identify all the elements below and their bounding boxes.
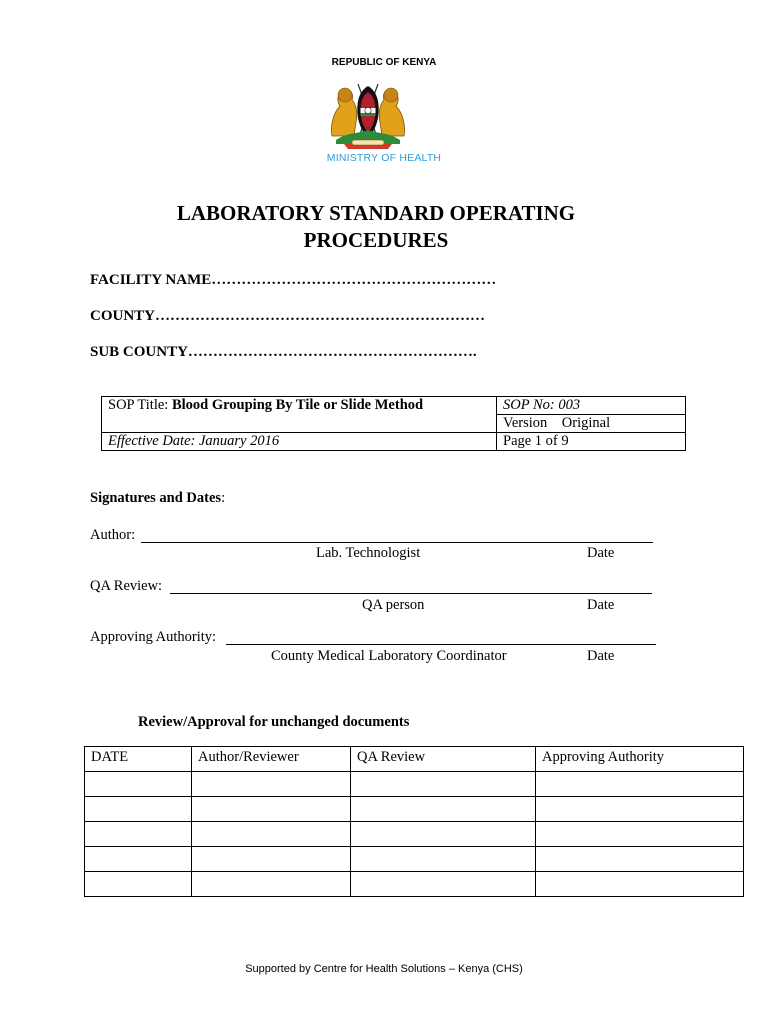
- review-header-row: [85, 747, 744, 772]
- table-cell[interactable]: [192, 847, 351, 872]
- title-line-1: LABORATORY STANDARD OPERATING: [176, 201, 576, 225]
- col-qa-review: QA Review: [351, 747, 536, 772]
- review-heading: Review/Approval for unchanged documents: [138, 714, 410, 730]
- signatures-heading-text: Signatures and Dates: [90, 490, 222, 506]
- sub-county-field: SUB COUNTY………………………………………………….: [90, 344, 477, 360]
- ministry-heading: MINISTRY OF HEALTH: [326, 152, 442, 164]
- republic-heading: REPUBLIC OF KENYA: [331, 57, 437, 68]
- table-cell[interactable]: [192, 797, 351, 822]
- table-cell[interactable]: [536, 847, 744, 872]
- table-cell[interactable]: [351, 772, 536, 797]
- title-line-2: PROCEDURES: [303, 228, 449, 252]
- table-cell[interactable]: [85, 797, 192, 822]
- table-row: [85, 822, 744, 847]
- table-cell[interactable]: [351, 872, 536, 897]
- sop-version-cell: Version Original: [497, 415, 686, 433]
- table-cell[interactable]: [351, 847, 536, 872]
- effective-date-cell: Effective Date: January 2016: [102, 433, 497, 451]
- table-cell[interactable]: [536, 822, 744, 847]
- author-label: Author:: [90, 527, 136, 543]
- table-cell[interactable]: [536, 872, 744, 897]
- table-cell[interactable]: [85, 872, 192, 897]
- approving-role: County Medical Laboratory Coordinator: [271, 648, 507, 664]
- table-cell[interactable]: [351, 822, 536, 847]
- document-title: [0, 200, 752, 254]
- table-cell[interactable]: [536, 797, 744, 822]
- coat-of-arms-icon: [326, 78, 410, 150]
- author-signature-line: [141, 542, 653, 543]
- footer-note: Supported by Centre for Health Solutions – Kenya (CHS): [245, 963, 523, 975]
- table-row: [85, 772, 744, 797]
- approving-signature-line: [226, 644, 656, 645]
- table-cell[interactable]: [85, 847, 192, 872]
- signatures-heading-colon: :: [221, 490, 226, 506]
- table-row: [85, 872, 744, 897]
- qa-date-label: Date: [587, 597, 615, 613]
- review-table: [84, 746, 744, 897]
- table-cell[interactable]: [192, 872, 351, 897]
- facility-name-field: FACILITY NAME…………………………………………………: [90, 272, 497, 288]
- qa-review-label: QA Review:: [90, 578, 163, 594]
- signatures-heading: [90, 490, 225, 507]
- author-date-label: Date: [587, 545, 615, 561]
- table-cell[interactable]: [85, 772, 192, 797]
- sop-number-cell: SOP No: 003: [497, 397, 686, 415]
- qa-role: QA person: [362, 597, 425, 613]
- sop-title-value: Blood Grouping By Tile or Slide Method: [171, 397, 424, 413]
- table-cell[interactable]: [351, 797, 536, 822]
- qa-signature-line: [170, 593, 652, 594]
- col-date: DATE: [85, 747, 192, 772]
- approving-date-label: Date: [587, 648, 615, 664]
- approving-authority-label: Approving Authority:: [90, 629, 217, 645]
- sop-title-label: SOP Title:: [108, 397, 172, 413]
- sop-title-cell: [102, 397, 497, 433]
- table-row: [85, 847, 744, 872]
- table-cell[interactable]: [536, 772, 744, 797]
- table-cell[interactable]: [192, 772, 351, 797]
- table-cell[interactable]: [192, 822, 351, 847]
- page-number-cell: Page 1 of 9: [497, 433, 686, 451]
- col-approving-authority: Approving Authority: [536, 747, 744, 772]
- author-role: Lab. Technologist: [316, 545, 421, 561]
- county-field: COUNTY…………………………………………………………: [90, 308, 486, 324]
- table-cell[interactable]: [85, 822, 192, 847]
- table-row: [85, 797, 744, 822]
- col-author-reviewer: Author/Reviewer: [192, 747, 351, 772]
- sop-info-table: [101, 396, 686, 451]
